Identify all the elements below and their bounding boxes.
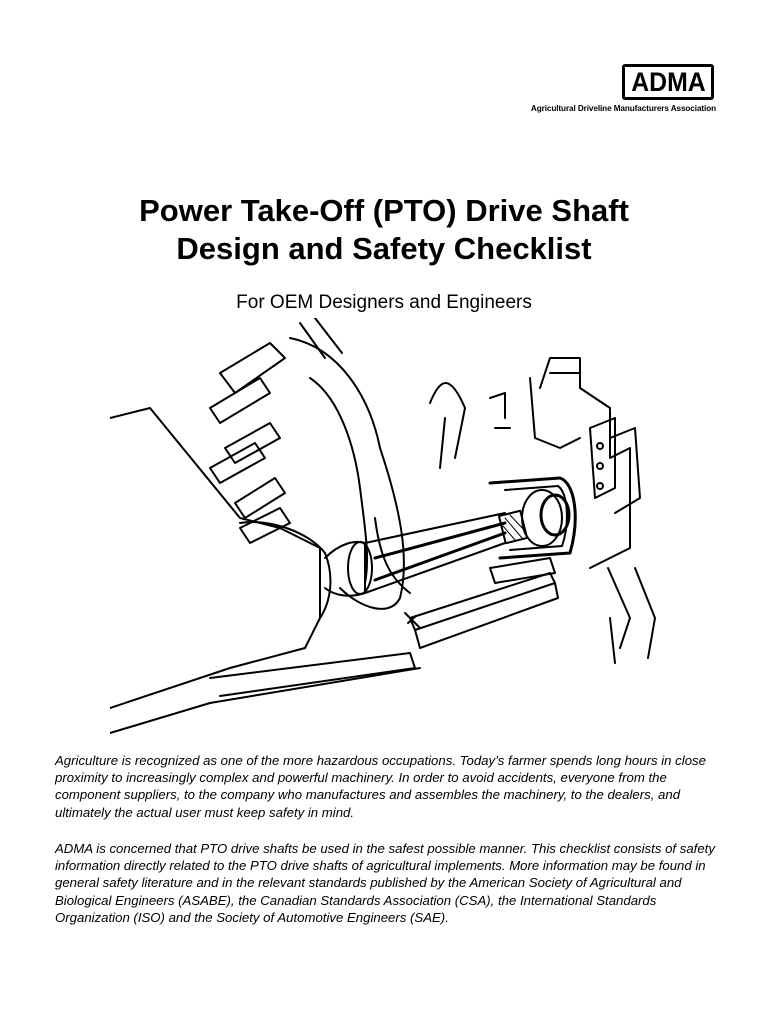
tyre-lug-3 bbox=[225, 423, 280, 463]
drawbar-plate bbox=[490, 558, 555, 583]
tyre-lug-1 bbox=[220, 343, 285, 393]
gearbox-face bbox=[240, 522, 330, 618]
adma-logo-box bbox=[622, 64, 714, 100]
shaft-guard-stripe bbox=[375, 523, 505, 580]
title-line-2: Design and Safety Checklist bbox=[176, 231, 592, 266]
frame-bolt-3 bbox=[597, 483, 603, 489]
rear-frame-2 bbox=[580, 388, 630, 568]
title-line-1: Power Take-Off (PTO) Drive Shaft bbox=[139, 193, 629, 228]
logo-wordmark: ADMA bbox=[630, 66, 706, 97]
intro-paragraph-1: Agriculture is recognized as one of the more hazardous occupations. Today’s farmer spends long hours in close proximity to increasingly complex and powerful machinery. In order to avoid accidents, everyone from the component suppliers, to the company who manufactures and assembles the machinery, to the dealers, and ultimately the actual user must keep safety in mind. bbox=[55, 753, 706, 820]
tyre-lug-6 bbox=[240, 508, 290, 543]
tractor-pto-driveshaft-illustration bbox=[110, 318, 665, 750]
hydraulic-line-2 bbox=[490, 393, 510, 428]
gearbox-housing bbox=[110, 408, 320, 708]
tyre-lug-4 bbox=[210, 443, 265, 483]
intro-paragraph-2: ADMA is concerned that PTO drive shafts be used in the safest possible manner. This checklist consists of safety information directly related to the PTO drive shafts of agricultural implements. More information may be found in general safety literature and in the relevant standards published by the American Society of Agricultural and Biological Engineers (ASABE), the Canadian Standards Association (CSA), the International Standards Organization (ISO) and the Society of Automotive Engineers (SAE). bbox=[55, 841, 715, 925]
rear-frame bbox=[540, 358, 580, 388]
shaft-collar-left bbox=[348, 542, 372, 594]
gearbox-bottom bbox=[110, 668, 420, 733]
drawbar-top bbox=[410, 573, 555, 630]
upper-mount bbox=[530, 378, 580, 448]
rear-links bbox=[608, 568, 655, 663]
tyre-tread-top bbox=[300, 318, 342, 358]
tyre-lug-2 bbox=[210, 378, 270, 423]
tyre-outline bbox=[290, 338, 404, 609]
page-title bbox=[0, 192, 768, 268]
tyre-inner-arc bbox=[310, 378, 367, 583]
frame-bolt-2 bbox=[597, 463, 603, 469]
shaft-tube-bottom bbox=[365, 543, 505, 593]
adma-logo bbox=[514, 64, 716, 118]
logo-subtitle: Agricultural Driveline Manufacturers Association bbox=[530, 104, 716, 113]
frame-bolt-1 bbox=[597, 443, 603, 449]
hydraulic-line bbox=[430, 383, 465, 468]
page-subtitle: For OEM Designers and Engineers bbox=[236, 292, 532, 313]
tyre-lug-5 bbox=[235, 478, 285, 518]
